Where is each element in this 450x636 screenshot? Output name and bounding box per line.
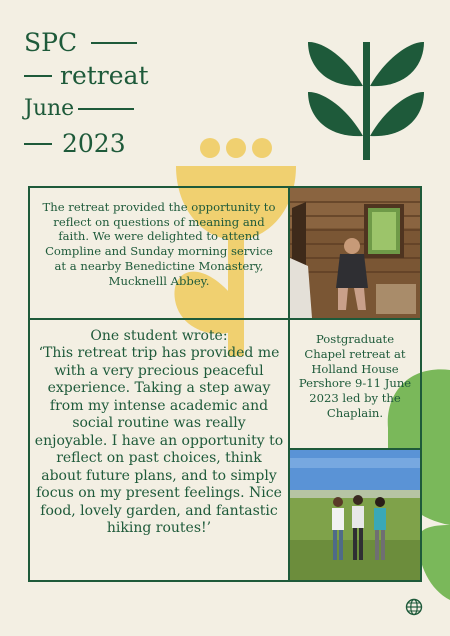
tulip-dot-right [252, 138, 272, 158]
caption-panel [288, 318, 422, 450]
caption-text: Postgraduate Chapel retreat at Holland House Pershore 9-11 June 2023 led by the Chaplain. [298, 332, 412, 421]
quote-heading: One student wrote: [90, 328, 228, 344]
photo-hiking [288, 448, 422, 582]
title-dash [78, 108, 134, 110]
globe-icon [405, 598, 423, 616]
intro-text: The retreat provided the opportunity to reflect on questions of meaning and faith. We were delighted to attend Compline and Sunday morning service at a nearby Benedictine Monastery, Mucknelll Abbey. [42, 200, 276, 288]
quote-body: ‘This retreat trip has provided me with a very precious peaceful experience. Taking a step away from my intense academic and social routine was really enjoyable. I have an opportunity to reflect on past choices, think about future plans, and to simply focus on my present feelings. Nice food, lovely garden, and fantastic hiking routes!’ [34, 345, 284, 536]
intro-panel [28, 186, 290, 320]
title-dash [24, 143, 52, 145]
summerhouse-illustration [290, 188, 420, 318]
hiking-illustration [290, 450, 420, 580]
title-dash [24, 75, 52, 77]
content-grid [28, 186, 422, 582]
plant-icon [306, 36, 426, 160]
photo-summerhouse [288, 186, 422, 320]
quote-panel [28, 318, 290, 582]
title-line-2: retreat [60, 61, 149, 90]
title-line-3: June [24, 96, 75, 121]
title-line-1: SPC [24, 28, 78, 57]
title-dash [91, 42, 137, 44]
title-line-4: 2023 [62, 129, 126, 158]
tulip-dot-left [200, 138, 220, 158]
green-blob-lower [418, 525, 450, 600]
tulip-dot-mid [226, 138, 246, 158]
